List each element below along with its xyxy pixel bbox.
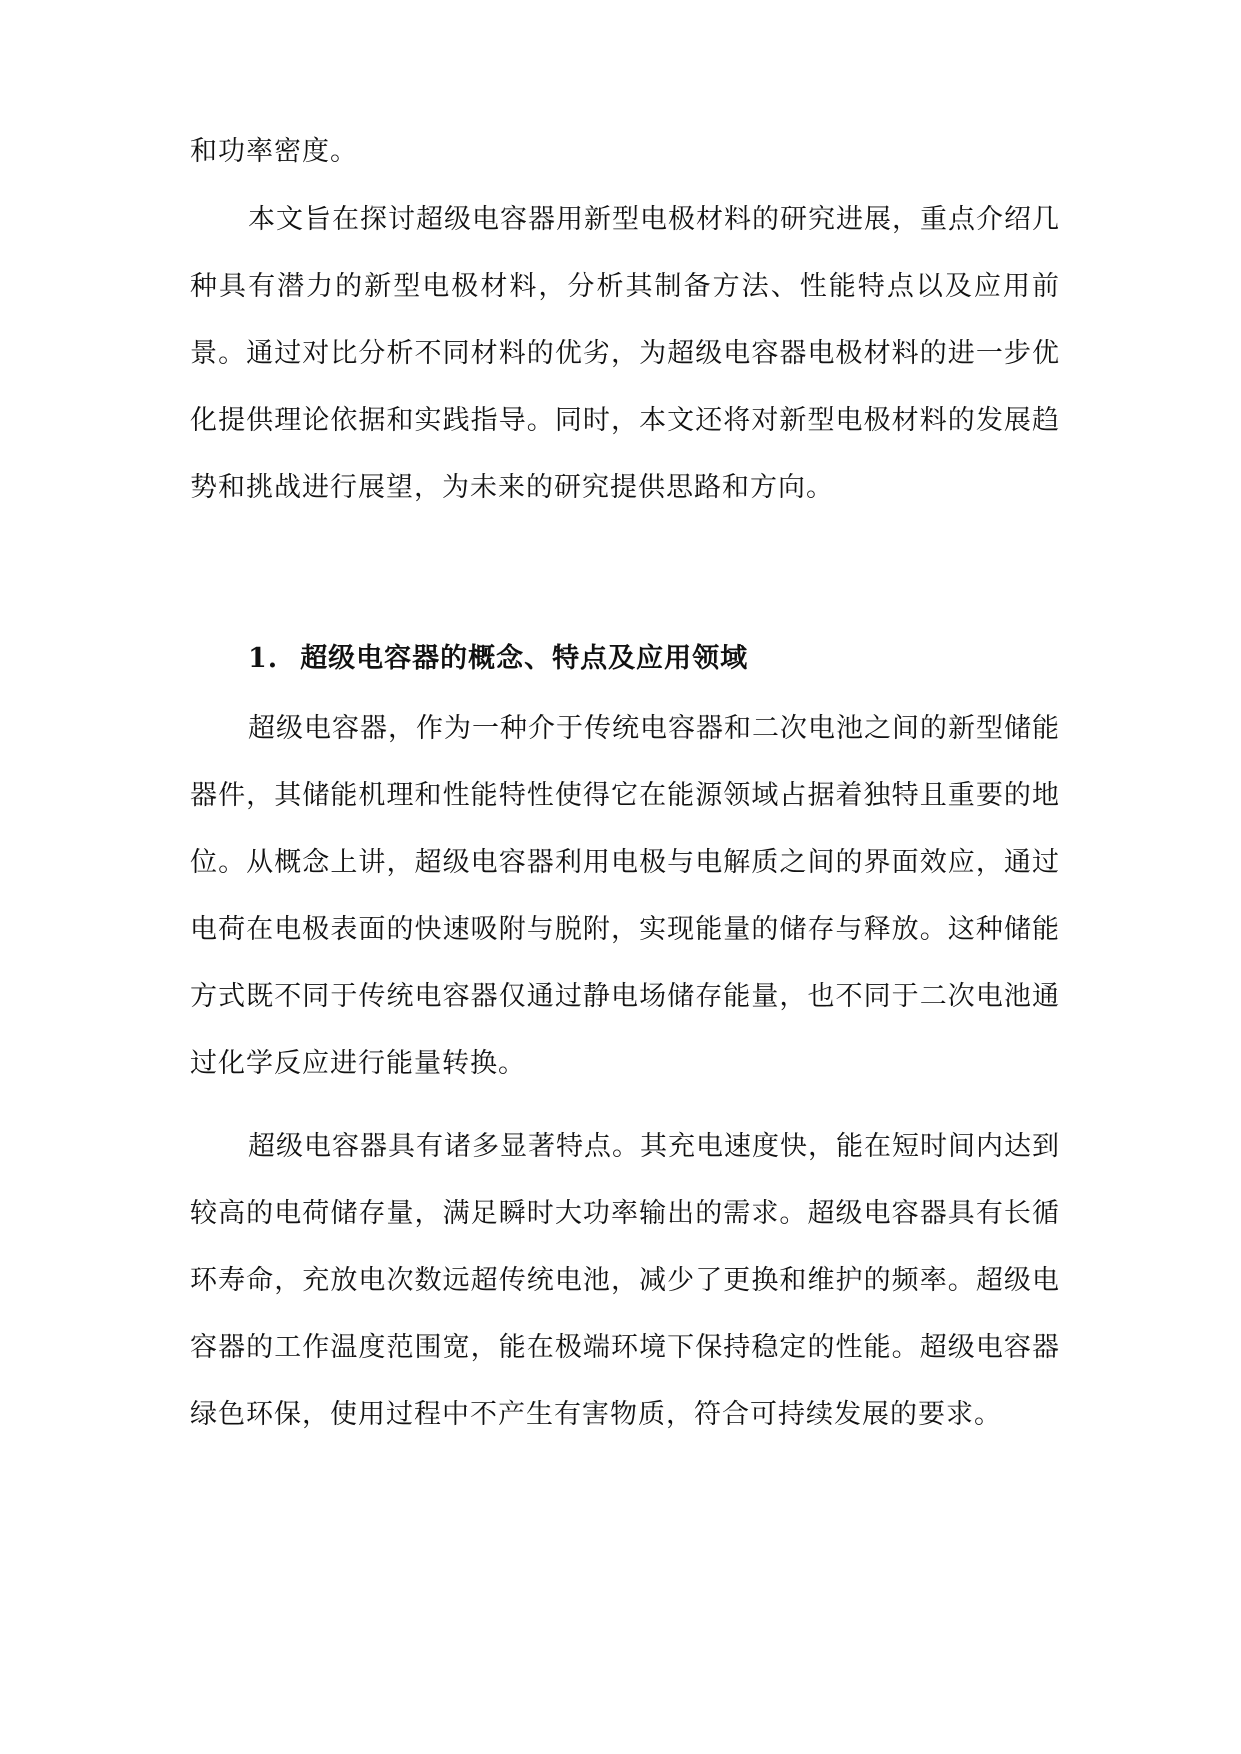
paragraph-features: 超级电容器具有诸多显著特点。其充电速度快，能在短时间内达到较高的电荷储存量，满足瞬时大功率输出的需求。超级电容器具有长循环寿命，充放电次数远超传统电池，减少了更换和维护的频率。超级电容器的工作温度范围宽，能在极端环境下保持稳定的性能。超级电容器绿色环保，使用过程中不产生有害物质，符合可持续发展的要求。 [190, 1131, 1060, 1430]
paragraph-continuation: 和功率密度。 [190, 136, 358, 167]
section-heading [248, 625, 748, 692]
paragraph-intro-purpose: 本文旨在探讨超级电容器用新型电极材料的研究进展，重点介绍几种具有潜力的新型电极材料，分析其制备方法、性能特点以及应用前景。通过对比分析不同材料的优劣，为超级电容器电极材料的进一步优化提供理论依据和实践指导。同时，本文还将对新型电极材料的发展趋势和挑战进行展望，为未来的研究提供思路和方向。 [190, 204, 1060, 503]
section-number: 1. [248, 643, 279, 674]
section-title: 超级电容器的概念、特点及应用领域 [300, 643, 749, 674]
paragraph-concept: 超级电容器，作为一种介于传统电容器和二次电池之间的新型储能器件，其储能机理和性能特性使得它在能源领域占据着独特且重要的地位。从概念上讲，超级电容器利用电极与电解质之间的界面效应，通过电荷在电极表面的快速吸附与脱附，实现能量的储存与释放。这种储能方式既不同于传统电容器仅通过静电场储存能量，也不同于二次电池通过化学反应进行能量转换。 [190, 713, 1060, 1079]
